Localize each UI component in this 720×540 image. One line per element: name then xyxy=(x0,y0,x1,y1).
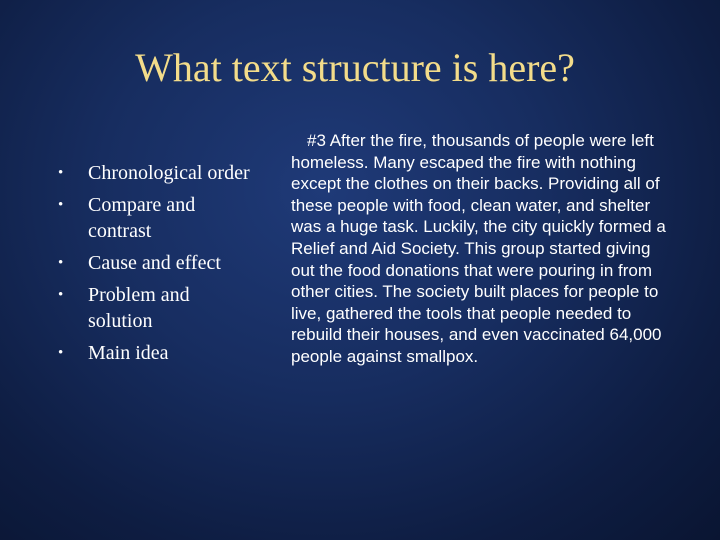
option-cause-and-effect xyxy=(58,250,258,276)
answer-options-list xyxy=(58,160,258,372)
option-label: Compare and contrast xyxy=(88,194,196,242)
bullet-icon: • xyxy=(58,287,64,303)
slide-title: What text structure is here? xyxy=(135,45,575,90)
option-label: Cause and effect xyxy=(88,252,221,274)
passage-text: #3 After the fire, thousands of people were left homeless. Many escaped the fire with nothing except the clothes on their backs. Providing all of these people with food, clean water, and shelter was a huge task. Luckily, the city quickly formed a Relief and Aid Society. This group started giving out the food donations that were pouring in from other cities. The society built places for people to live, gathered the tools that people needed to rebuild their houses, and even vaccinated 64,000 people against smallpox. xyxy=(291,131,666,366)
bullet-icon: • xyxy=(58,165,64,181)
option-compare-and-contrast xyxy=(58,192,258,244)
bullet-icon: • xyxy=(58,197,64,213)
option-label: Problem and solution xyxy=(88,284,190,332)
bullet-icon: • xyxy=(58,255,64,271)
option-chronological-order xyxy=(58,160,258,186)
option-problem-and-solution xyxy=(58,282,258,334)
option-label: Chronological order xyxy=(88,162,250,184)
option-main-idea xyxy=(58,340,258,366)
option-label: Main idea xyxy=(88,342,169,364)
bullet-icon: • xyxy=(58,345,64,361)
